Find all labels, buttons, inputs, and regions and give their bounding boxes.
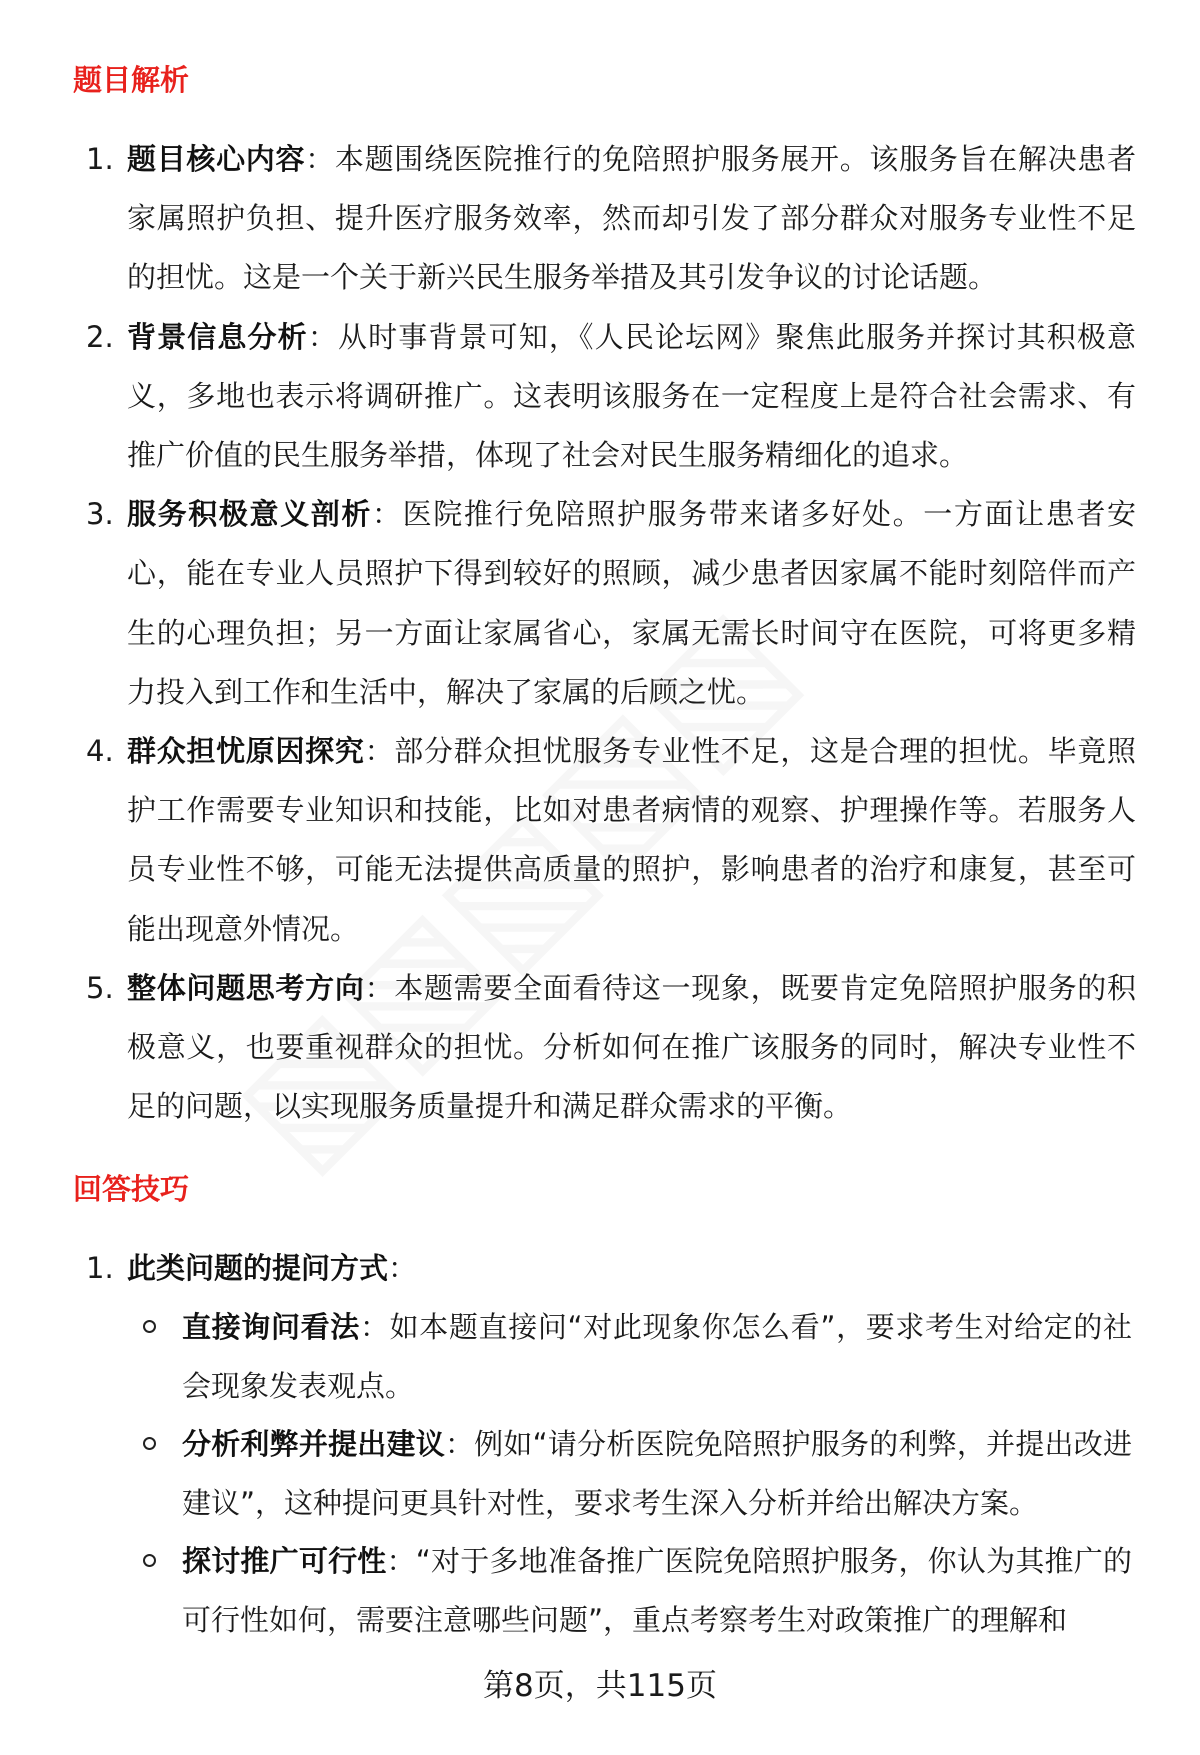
sub-label: 直接询问看法 xyxy=(182,1310,360,1344)
sub-item xyxy=(0,1298,1132,1415)
bullet-circle-icon xyxy=(143,1437,156,1450)
item-label: 背景信息分析 xyxy=(127,319,308,354)
item-number: 4. xyxy=(86,734,114,769)
item-label: 题目核心内容 xyxy=(127,142,306,176)
sub-text: ：例如“请分析医院免陪照护服务的利弊，并提出改进建议”，这种提问更具针对性，要求考生深入分析并给出解决方案。 xyxy=(182,1427,1132,1520)
list-item xyxy=(0,722,1136,959)
item-number: 1. xyxy=(86,142,114,176)
item-number: 1. xyxy=(86,1251,114,1285)
sub-item xyxy=(0,1415,1132,1532)
list-item xyxy=(0,308,1136,486)
section-heading-tips: 回答技巧 xyxy=(73,1172,190,1206)
item-label: 整体问题思考方向 xyxy=(127,970,365,1005)
list-item xyxy=(0,485,1136,722)
sub-text: ：“对于多地准备推广医院免陪照护服务，你认为其推广的可行性如何，需要注意哪些问题”，重点考察考生对政策推广的理解和 xyxy=(182,1544,1132,1637)
page-number: 第8页，共115页 xyxy=(483,1668,717,1704)
section-heading-analysis: 题目解析 xyxy=(73,63,190,97)
bullet-circle-icon xyxy=(143,1554,156,1567)
list-item xyxy=(0,130,1136,308)
item-number: 3. xyxy=(86,497,114,532)
analysis-list xyxy=(0,130,1136,1136)
tips-list xyxy=(0,1239,1136,1298)
list-item xyxy=(0,959,1136,1137)
sub-item xyxy=(0,1532,1132,1649)
item-label: 此类问题的提问方式 xyxy=(127,1251,389,1285)
sub-text: ：如本题直接问“对此现象你怎么看”，要求考生对给定的社会现象发表观点。 xyxy=(182,1310,1132,1403)
bullet-circle-icon xyxy=(143,1320,156,1333)
item-label: 群众担忧原因探究 xyxy=(127,734,365,769)
item-text: ： xyxy=(388,1251,418,1285)
item-text: ：医院推行免陪照护服务带来诸多好处。一方面让患者安心，能在专业人员照护下得到较好的照顾，减少患者因家属不能时刻陪伴而产生的心理负担；另一方面让家属省心，家属无需长时间守在医院，可将更多精力投入到工作和生活中，解决了家属的后顾之忧。 xyxy=(127,497,1136,709)
item-number: 5. xyxy=(86,970,114,1005)
item-text: ：本题需要全面看待这一现象，既要肯定免陪照护服务的积极意义，也要重视群众的担忧。分析如何在推广该服务的同时，解决专业性不足的问题，以实现服务质量提升和满足群众需求的平衡。 xyxy=(127,970,1136,1124)
sub-label: 分析利弊并提出建议 xyxy=(182,1427,445,1461)
list-item xyxy=(0,1239,1136,1298)
item-text: ：从时事背景可知，《人民论坛网》聚焦此服务并探讨其积极意义，多地也表示将调研推广。这表明该服务在一定程度上是符合社会需求、有推广价值的民生服务举措，体现了社会对民生服务精细化的追求。 xyxy=(127,319,1136,473)
item-label: 服务积极意义剖析 xyxy=(127,497,372,532)
item-text: ：本题围绕医院推行的免陪照护服务展开。该服务旨在解决患者家属照护负担、提升医疗服务效率，然而却引发了部分群众对服务专业性不足的担忧。这是一个关于新兴民生服务举措及其引发争议的讨论话题。 xyxy=(127,142,1136,295)
sub-list xyxy=(0,1298,1132,1649)
item-number: 2. xyxy=(86,319,114,354)
sub-label: 探讨推广可行性 xyxy=(182,1544,387,1578)
item-text: ：部分群众担忧服务专业性不足，这是合理的担忧。毕竟照护工作需要专业知识和技能，比如对患者病情的观察、护理操作等。若服务人员专业性不够，可能无法提供高质量的照护，影响患者的治疗和康复，甚至可能出现意外情况。 xyxy=(127,734,1136,946)
